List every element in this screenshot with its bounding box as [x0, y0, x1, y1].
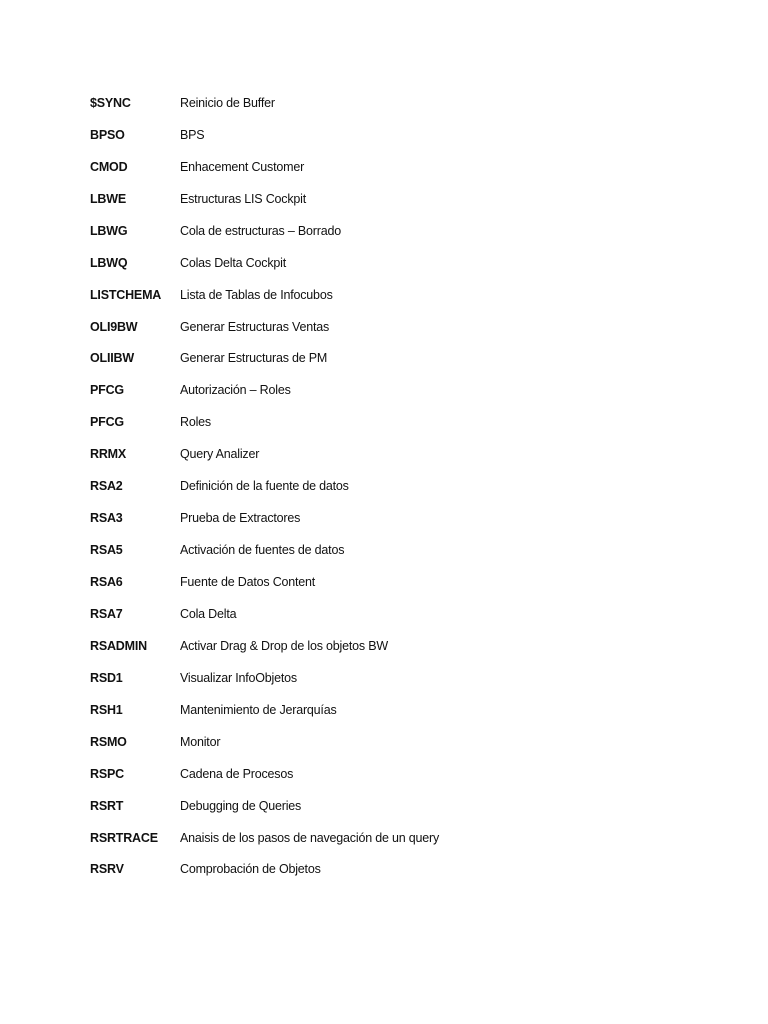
- table-row: [90, 598, 690, 630]
- table-row: [90, 279, 690, 311]
- transaction-description: Definición de la fuente de datos: [180, 479, 349, 494]
- transaction-description: Autorización – Roles: [180, 383, 291, 398]
- table-row: [90, 151, 690, 183]
- transaction-code: RSA6: [90, 575, 123, 590]
- transaction-description: Debugging de Queries: [180, 798, 302, 813]
- table-row: [90, 374, 690, 406]
- table-row: [90, 694, 690, 726]
- transaction-code: PFCG: [90, 415, 124, 430]
- transaction-code: RSADMIN: [90, 638, 147, 653]
- transaction-code: RSRV: [90, 862, 124, 877]
- transaction-description: Anaisis de los pasos de navegación de un query: [180, 830, 440, 845]
- transaction-code: RSA2: [90, 479, 123, 494]
- table-row: [90, 566, 690, 598]
- transaction-code: LBWQ: [90, 255, 128, 270]
- table-row: [90, 183, 690, 215]
- table-row: [90, 534, 690, 566]
- transaction-description: Generar Estructuras Ventas: [180, 319, 330, 334]
- transaction-description: Cadena de Procesos: [180, 766, 294, 781]
- transaction-description: Activación de fuentes de datos: [180, 543, 345, 558]
- transaction-code: RSA5: [90, 543, 123, 558]
- transaction-description: Cola de estructuras – Borrado: [180, 223, 341, 238]
- transaction-description: BPS: [180, 127, 205, 142]
- transaction-description: Lista de Tablas de Infocubos: [180, 287, 333, 302]
- transaction-code: RSMO: [90, 734, 127, 749]
- transaction-description: Fuente de Datos Content: [180, 575, 316, 590]
- transaction-description: Roles: [180, 415, 211, 430]
- transaction-description: Query Analizer: [180, 447, 260, 462]
- transaction-description: Reinicio de Buffer: [180, 95, 275, 110]
- transaction-description: Generar Estructuras de PM: [180, 351, 328, 366]
- table-row: [90, 311, 690, 343]
- transaction-code: CMOD: [90, 159, 128, 174]
- transaction-code: BPSO: [90, 127, 125, 142]
- table-row: [90, 470, 690, 502]
- transaction-code: LBWG: [90, 223, 128, 238]
- transaction-code: PFCG: [90, 383, 124, 398]
- transaction-description: Comprobación de Objetos: [180, 862, 321, 877]
- transaction-description: Monitor: [180, 734, 221, 749]
- transaction-table: [90, 87, 690, 885]
- transaction-code: OLI9BW: [90, 319, 138, 334]
- table-row: [90, 247, 690, 279]
- transaction-description: Visualizar InfoObjetos: [180, 670, 297, 685]
- transaction-description: Mantenimiento de Jerarquías: [180, 702, 337, 717]
- table-row: [90, 438, 690, 470]
- table-row: [90, 790, 690, 822]
- table-row: [90, 822, 690, 854]
- transaction-code: RSD1: [90, 670, 123, 685]
- transaction-code: RSA7: [90, 606, 123, 621]
- transaction-code: RSH1: [90, 702, 123, 717]
- transaction-code: RSRTRACE: [90, 830, 158, 845]
- table-row: [90, 119, 690, 151]
- transaction-code: LBWE: [90, 191, 126, 206]
- transaction-code: $SYNC: [90, 95, 131, 110]
- transaction-description: Colas Delta Cockpit: [180, 255, 286, 270]
- transaction-code: RSPC: [90, 766, 124, 781]
- table-row: [90, 215, 690, 247]
- transaction-code: RSA3: [90, 511, 123, 526]
- transaction-description: Enhacement Customer: [180, 159, 305, 174]
- transaction-code: LISTCHEMA: [90, 287, 162, 302]
- transaction-description: Estructuras LIS Cockpit: [180, 191, 307, 206]
- table-row: [90, 726, 690, 758]
- table-row: [90, 854, 690, 886]
- transaction-description: Prueba de Extractores: [180, 511, 301, 526]
- table-row: [90, 502, 690, 534]
- transaction-code: OLIIBW: [90, 351, 134, 366]
- table-row: [90, 343, 690, 375]
- table-row: [90, 662, 690, 694]
- transaction-code: RSRT: [90, 798, 124, 813]
- table-row: [90, 87, 690, 119]
- table-row: [90, 630, 690, 662]
- table-row: [90, 758, 690, 790]
- table-row: [90, 406, 690, 438]
- transaction-code: RRMX: [90, 447, 127, 462]
- transaction-description: Cola Delta: [180, 606, 237, 621]
- transaction-description: Activar Drag & Drop de los objetos BW: [180, 638, 388, 653]
